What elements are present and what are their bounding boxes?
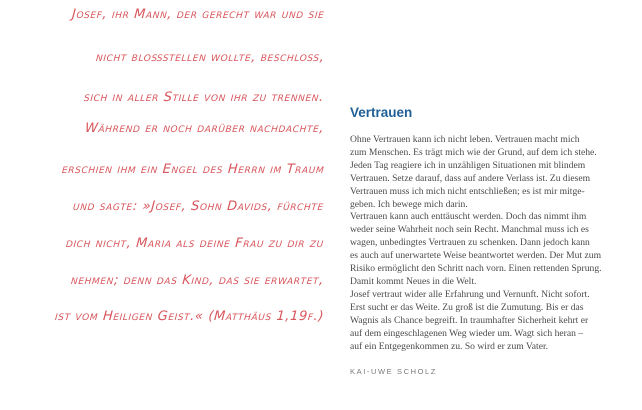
author-name: KAI-UWE SCHOLZ <box>350 367 437 377</box>
quote-line: dich nicht, Maria als deine Frau zu dir zu <box>65 236 325 251</box>
article-line: auf ein Entgegenkommen zu. So wird er zum Vater. <box>350 340 549 352</box>
article-body <box>350 134 636 353</box>
article-line: Josef vertraut wider alle Erfahrung und Vernunft. Nicht sofort. <box>350 288 590 300</box>
article-title: Vertrauen <box>350 105 413 120</box>
article-line: Wagnis als Chance begreift. In traumhafter Sicherheit kehrt er <box>350 314 589 326</box>
quote-line: und sagte: »Josef, Sohn Davids, fürchte <box>72 199 325 214</box>
article-line: weder seine Wahrheit noch sein Recht. Manchmal muss ich es <box>350 224 589 236</box>
article-line: geben. Ich bewege mich darin. <box>350 198 468 210</box>
article-line: Jeden Tag reagiere ich in unzähligen Situationen mit blindem <box>350 159 586 171</box>
article-line: Risiko ermöglicht den Schritt nach vorn. Einen rettenden Sprung. <box>350 263 602 275</box>
article-line: Damit kommt Neues in die Welt. <box>350 275 477 287</box>
article-line: zum Menschen. Es trägt mich wie der Grund, auf dem ich stehe. <box>350 146 597 158</box>
article-line: Vertrauen kann auch enttäuscht werden. Doch das nimmt ihm <box>350 211 587 223</box>
article-line: Ohne Vertrauen kann ich nicht leben. Vertrauen macht mich <box>350 134 580 145</box>
article-line: auf dem eingeschlagenen Weg wieder um. Wagt sich heran – <box>350 327 584 339</box>
quote-line: ist vom Heiligen Geist.« (Matthäus 1,19f.) <box>54 309 325 324</box>
article-column <box>350 104 636 377</box>
article-line: Vertrauen. Setze darauf, dass auf andere Verlass ist. Zu diesem <box>350 172 591 184</box>
quote-line: erschien ihm ein Engel des Herrn im Traum <box>61 162 325 177</box>
quote-line: Während er noch darüber nachdachte, <box>84 121 325 136</box>
quote-line: sich in aller Stille von ihr zu trennen. <box>83 90 325 105</box>
article-line: Erst sucht er das Weite. Zu groß ist die Zumutung. Bis er das <box>350 301 584 313</box>
article-line: wagen, unbedingtes Vertrauen zu schenken. Dann jedoch kann <box>350 237 590 249</box>
article-line: es auch auf unerwartete Weise beantwortet werden. Der Mut zum <box>350 250 602 262</box>
quote-line: nicht bloßstellen wollte, beschloss, <box>95 50 325 65</box>
article-line: Vertrauen muss ich mich nicht entschließen; es ist mir mitge- <box>350 185 585 197</box>
quote-line: nehmen; denn das Kind, das sie erwartet, <box>70 273 325 288</box>
quote-line: Josef, ihr Mann, der gerecht war und sie <box>71 7 325 22</box>
